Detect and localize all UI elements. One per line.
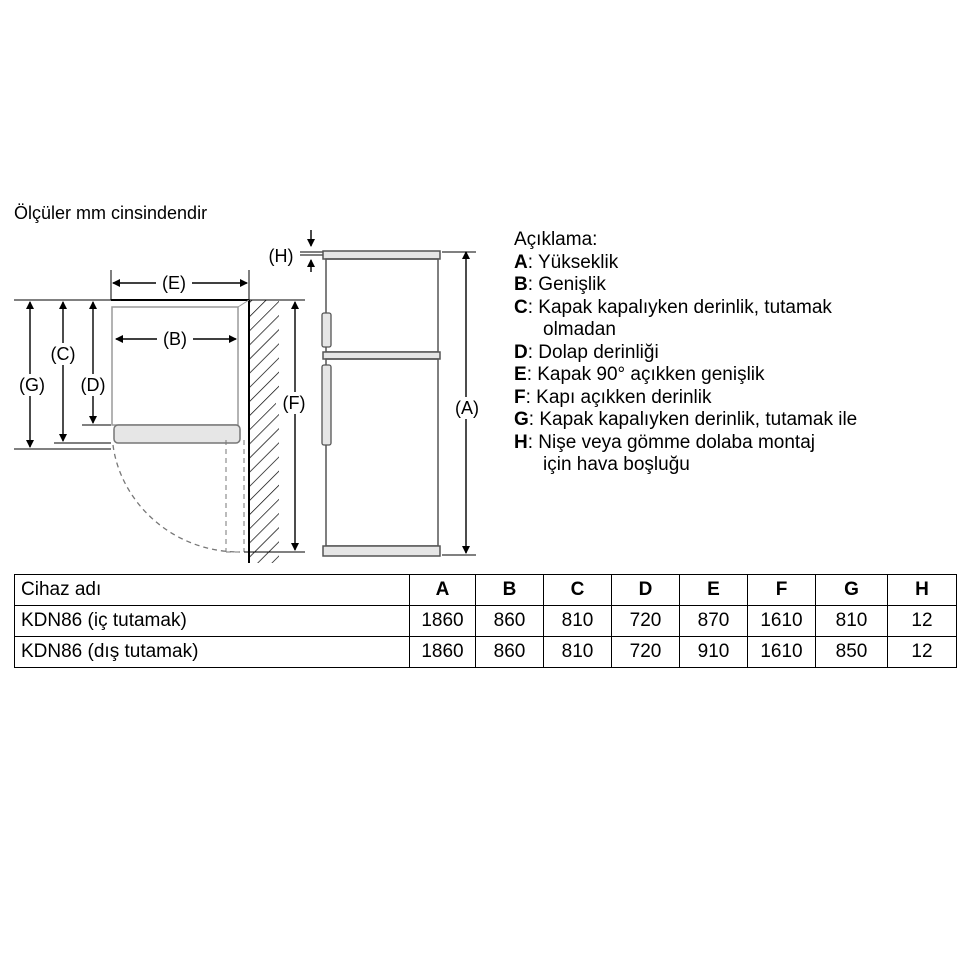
label-e: (E): [162, 273, 186, 293]
label-g: (G): [19, 375, 45, 395]
fridge-handle: [322, 365, 331, 445]
dimensions-table: [14, 574, 957, 668]
legend-item-g: G : Kapak kapalıyken derinlik, tutamak ile: [514, 409, 858, 430]
units-note: Ölçüler mm cinsindendir: [14, 203, 208, 223]
front-view-appliance: [322, 251, 440, 556]
table-cell: 720: [612, 606, 680, 637]
header-cell: C: [544, 575, 612, 606]
label-h: (H): [268, 246, 294, 266]
table-cell: 810: [544, 606, 612, 637]
table-cell: 12: [888, 637, 957, 668]
table-row: [15, 637, 957, 668]
legend: [514, 229, 857, 477]
table-cell: 850: [816, 637, 888, 668]
table-cell: 1860: [410, 606, 476, 637]
legend-item-c: C : Kapak kapalıyken derinlik, tutamak: [514, 296, 832, 318]
legend-item-a: A : Yükseklik: [514, 251, 619, 273]
dim-line-h: [300, 230, 324, 272]
legend-item-e: E : Kapak 90° açıkken genişlik: [514, 364, 765, 385]
label-f: (F): [282, 393, 306, 413]
legend-item-h: H : Nişe veya gömme dolaba montaj: [514, 431, 815, 453]
table-cell: 1610: [748, 637, 816, 668]
table-cell: 860: [476, 637, 544, 668]
label-c: (C): [50, 344, 76, 364]
legend-item-d: D : Dolap derinliği: [514, 341, 659, 363]
label-a: (A): [455, 398, 479, 418]
header-cell: E: [680, 575, 748, 606]
header-cell: Cihaz adı: [15, 575, 410, 606]
table-cell: 1860: [410, 637, 476, 668]
table-cell: 810: [544, 637, 612, 668]
header-cell: B: [476, 575, 544, 606]
table-header-row: [15, 575, 957, 606]
table-cell: 12: [888, 606, 957, 637]
door-closed: [114, 425, 240, 443]
header-cell: H: [888, 575, 957, 606]
legend-item-h-continuation: için hava boşluğu: [543, 454, 690, 475]
table-cell: 870: [680, 606, 748, 637]
freezer-handle: [322, 313, 331, 347]
table-cell: 860: [476, 606, 544, 637]
table-cell: 910: [680, 637, 748, 668]
legend-item-f: F : Kapı açıkken derinlik: [514, 386, 712, 408]
fridge-door: [326, 359, 438, 546]
header-cell: F: [748, 575, 816, 606]
table-row: [15, 606, 957, 637]
freezer-door: [326, 259, 438, 352]
label-d: (D): [80, 375, 106, 395]
legend-item-c-continuation: olmadan: [543, 319, 616, 340]
header-cell: G: [816, 575, 888, 606]
header-cell: A: [410, 575, 476, 606]
table-cell: KDN86 (dış tutamak): [15, 637, 410, 668]
table-cell: 720: [612, 637, 680, 668]
label-b: (B): [163, 329, 187, 349]
table-cell: KDN86 (iç tutamak): [15, 606, 410, 637]
wall: [249, 300, 279, 563]
header-cell: D: [612, 575, 680, 606]
table-cell: 1610: [748, 606, 816, 637]
door-swing-arc: [113, 445, 240, 552]
table-cell: 810: [816, 606, 888, 637]
legend-title: Açıklama:: [514, 229, 598, 250]
legend-item-b: B : Genişlik: [514, 274, 606, 295]
